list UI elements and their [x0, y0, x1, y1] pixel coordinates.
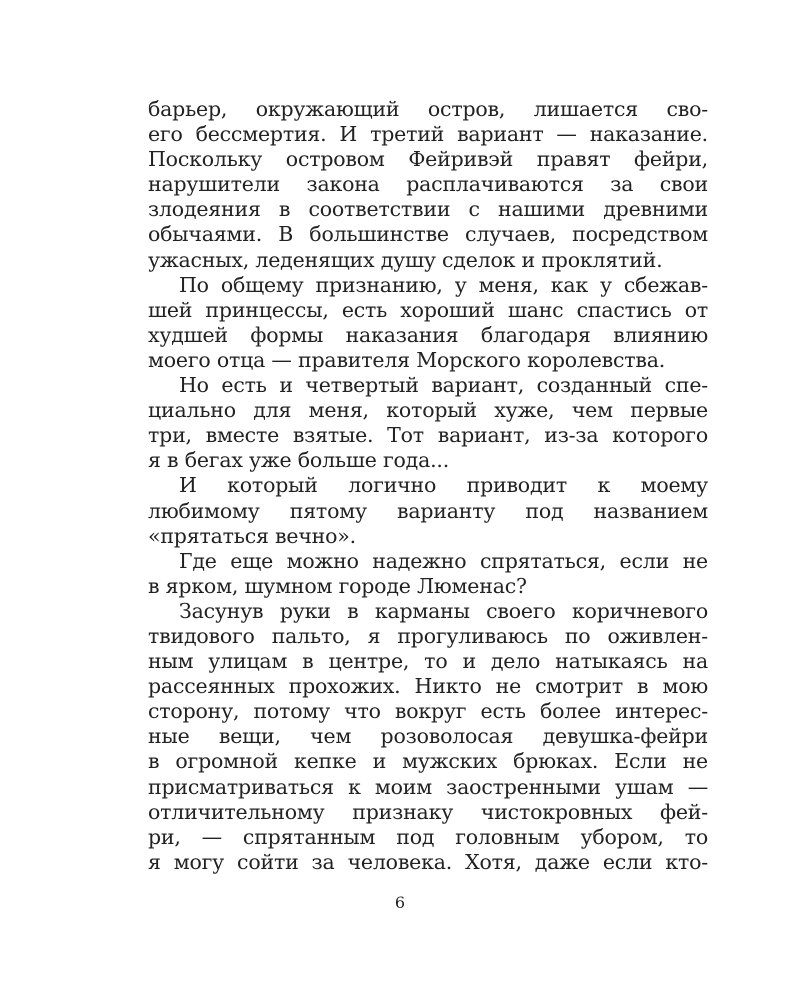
text-line: «прятаться вечно». [148, 523, 356, 548]
text-line: ные вещи, чем розоволосая девушка-фейри [148, 724, 708, 749]
text-line: ным улицам в центре, то и дело натыкаясь на [148, 649, 708, 674]
text-line: рассеянных прохожих. Никто не смотрит в мою [148, 674, 708, 699]
text-line: шей принцессы, есть хороший шанс спастись от [148, 297, 708, 322]
text-line: обычаями. В большинстве случаев, посредством [148, 222, 708, 247]
text-line: Засунув руки в карманы своего коричневого [179, 598, 708, 623]
text-line: его бессмертия. И третий вариант — наказание. [148, 122, 708, 147]
text-line: Где еще можно надежно спрятаться, если не [179, 548, 708, 573]
text-line: ри, — спрятанным под головным убором, то [148, 824, 708, 849]
text-line: злодеяния в соответствии с нашими древними [148, 197, 708, 222]
text-line: ужасных, леденящих душу сделок и проклятий. [148, 247, 663, 272]
text-line: в ярком, шумном городе Люменас? [148, 573, 527, 598]
text-line: барьер, окружающий остров, лишается сво- [148, 97, 708, 121]
text-line: По общему признанию, у меня, как у сбежав- [179, 272, 708, 297]
text-line: Поскольку островом Фейривэй правят фейри, [148, 147, 708, 172]
page-number: 6 [394, 893, 406, 912]
text-line: твидового пальто, я прогуливаюсь по оживлен- [148, 623, 708, 648]
text-line: нарушители закона расплачиваются за свои [148, 172, 708, 197]
text-line: Но есть и четвертый вариант, созданный спе- [179, 373, 708, 398]
text-line: циально для меня, который хуже, чем первые [148, 398, 708, 423]
body-text [148, 97, 708, 875]
text-line: в огромной кепке и мужских брюках. Если не [148, 749, 708, 774]
text-line: худшей формы наказания благодаря влиянию [148, 322, 708, 347]
text-line: моего отца — правителя Морского королевства. [148, 347, 666, 372]
text-line: сторону, потому что вокруг есть более интерес- [148, 699, 708, 724]
text-line: отличительному признаку чистокровных фей- [148, 799, 708, 824]
text-line: три, вместе взятые. Тот вариант, из-за которого [148, 423, 708, 448]
text-line: И который логично приводит к моему [179, 473, 708, 498]
text-line: я в бегах уже больше года... [148, 448, 450, 473]
text-line: присматриваться к моим заостренными ушам — [148, 774, 708, 799]
text-line: я могу сойти за человека. Хотя, даже если кто- [148, 849, 708, 874]
text-line: любимому пятому варианту под названием [148, 498, 708, 523]
